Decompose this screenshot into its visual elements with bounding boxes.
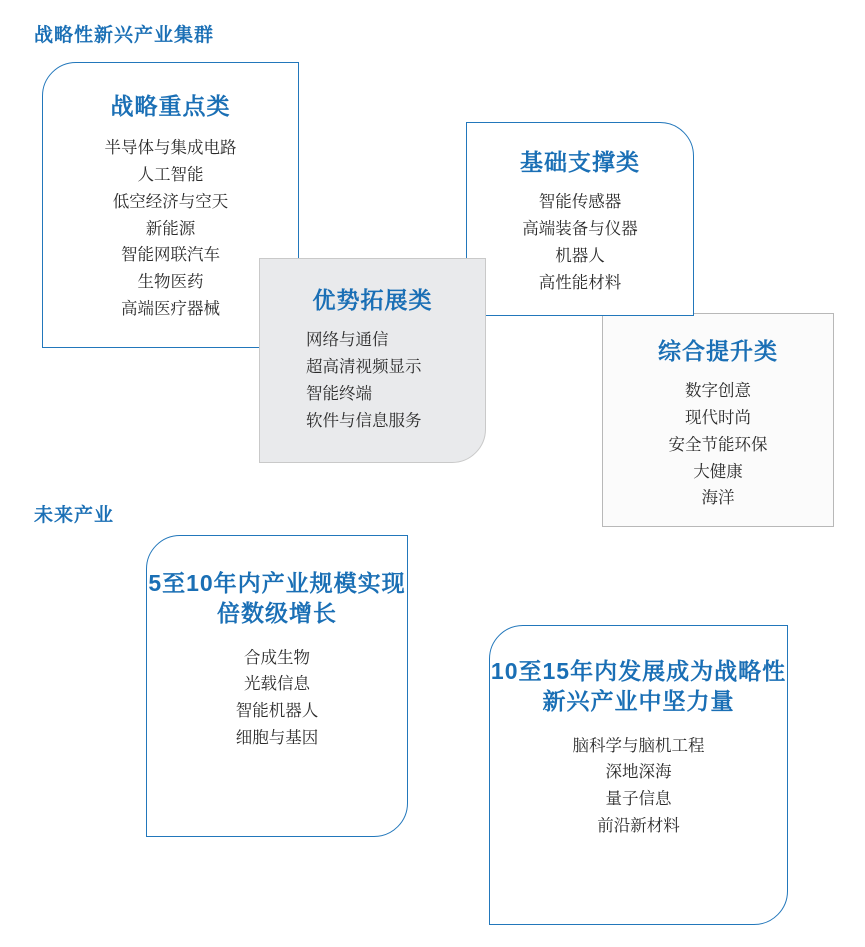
list-item: 现代时尚 <box>685 409 751 428</box>
card-title: 综合提升类 <box>658 338 778 364</box>
card-title: 优势拓展类 <box>312 287 433 313</box>
list-item: 软件与信息服务 <box>306 411 422 430</box>
list-item: 大健康 <box>693 462 743 481</box>
card-title: 战略重点类 <box>110 93 231 119</box>
list-item: 海洋 <box>701 489 735 508</box>
section-title-future: 未来产业 <box>34 505 115 526</box>
card-item-list <box>522 189 638 296</box>
list-item: 高端装备与仪器 <box>522 220 638 239</box>
card-item-list <box>236 645 319 752</box>
list-item: 低空经济与空天 <box>112 192 229 211</box>
list-item: 数字创意 <box>685 382 751 401</box>
card-item-list <box>260 327 422 434</box>
list-item: 细胞与基因 <box>235 728 319 747</box>
list-item: 脑科学与脑机工程 <box>572 736 705 755</box>
list-item: 人工智能 <box>137 166 204 185</box>
card-basic-support[interactable] <box>466 122 694 316</box>
list-item: 量子信息 <box>605 790 672 809</box>
list-item: 网络与通信 <box>306 331 389 350</box>
card-title: 10至15年内发展成为战略性新兴产业中坚力量 <box>490 658 787 715</box>
card-title: 基础支撑类 <box>520 149 640 175</box>
card-item-list <box>669 378 768 512</box>
list-item: 智能网联汽车 <box>121 246 220 265</box>
list-item: 深地深海 <box>605 763 672 782</box>
list-item: 新能源 <box>145 219 196 238</box>
card-advantage-expansion[interactable] <box>259 258 486 463</box>
list-item: 高性能材料 <box>538 273 622 292</box>
list-item: 智能传感器 <box>538 193 622 212</box>
card-title: 5至10年内产业规模实现倍数级增长 <box>148 570 406 627</box>
list-item: 智能机器人 <box>235 702 319 721</box>
list-item: 机器人 <box>555 246 605 265</box>
card-future-5-10-years[interactable] <box>146 535 408 837</box>
section-title-strategic: 战略性新兴产业集群 <box>34 25 215 46</box>
card-item-list <box>573 733 705 840</box>
list-item: 高端医疗器械 <box>121 299 220 318</box>
list-item: 半导体与集成电路 <box>104 139 237 158</box>
list-item: 安全节能环保 <box>668 435 768 454</box>
card-comprehensive-upgrade[interactable] <box>602 313 834 527</box>
card-future-10-15-years[interactable] <box>489 625 788 925</box>
list-item: 超高清视频显示 <box>306 358 422 377</box>
list-item: 智能终端 <box>306 384 372 403</box>
list-item: 光载信息 <box>244 675 310 694</box>
card-item-list <box>105 135 237 322</box>
list-item: 前沿新材料 <box>597 816 680 835</box>
list-item: 合成生物 <box>244 648 310 667</box>
list-item: 生物医药 <box>137 272 204 291</box>
